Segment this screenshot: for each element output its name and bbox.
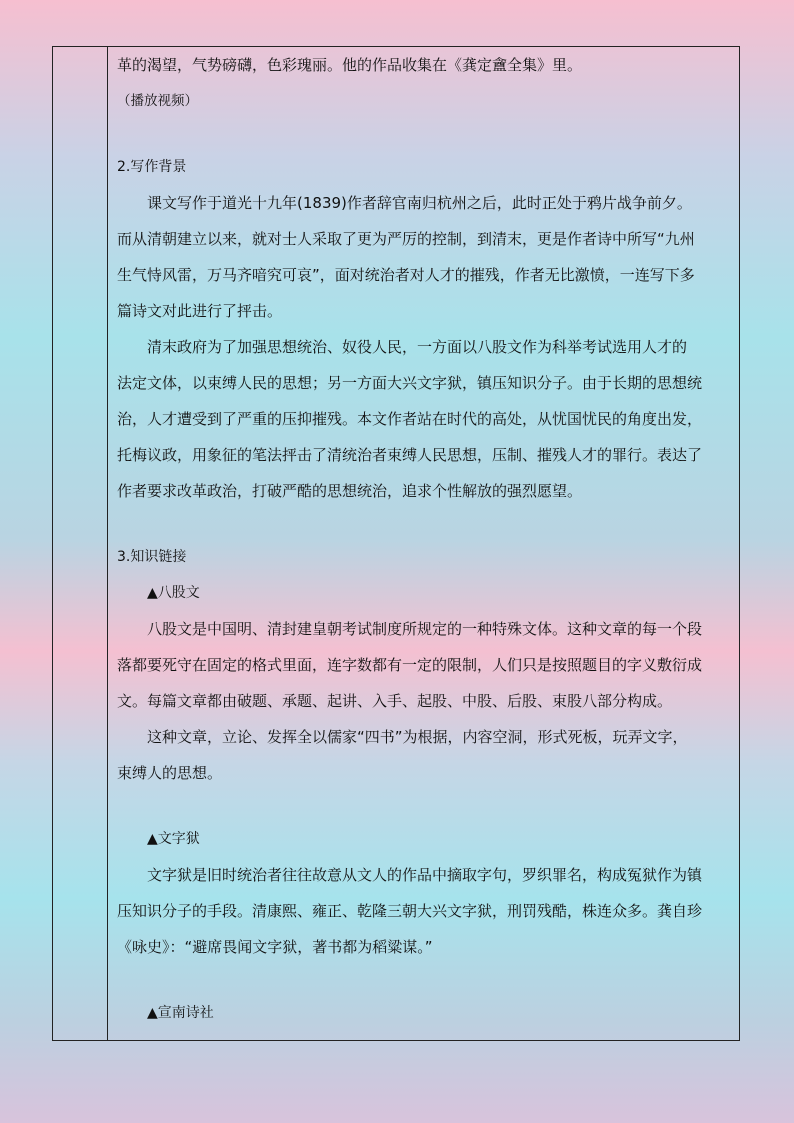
paragraph-line: 这种文章，立论、发挥全以儒家“四书”为根据，内容空洞，形式死板，玩弄文字， [147,728,688,746]
paragraph-line: 治，人才遭受到了严重的压抑摧残。本文作者站在时代的高处，从忧国忧民的角度出发， [117,410,703,428]
paragraph-line: 文字狱是旧时统治者往往故意从文人的作品中摘取字句，罗织罪名，构成冤狱作为镇 [147,866,703,884]
paragraph-line: 束缚人的思想。 [117,764,223,782]
paragraph-line: 《咏史》：“避席畏闻文字狱，著书都为稻粱谋。” [117,938,433,956]
paragraph-line: 课文写作于道光十九年(1839)作者辞官南归杭州之后，此时正处于鸦片战争前夕。 [147,194,692,212]
table-left-column [53,47,108,1040]
video-note: （播放视频） [117,93,198,109]
paragraph-line: 落都要死守在固定的格式里面，连字数都有一定的限制，人们只是按照题目的字义敷衍成 [117,656,703,674]
lesson-table [52,46,740,1041]
section-heading-knowledge: 3.知识链接 [117,549,187,565]
paragraph-line: 文。每篇文章都由破题、承题、起讲、入手、起股、中股、后股、束股八部分构成。 [117,692,673,710]
paragraph-line: 八股文是中国明、清封建皇朝考试制度所规定的一种特殊文体。这种文章的每一个段 [147,620,703,638]
paragraph-line: 篇诗文对此进行了抨击。 [117,302,283,320]
paragraph-line: 而从清朝建立以来，就对士人采取了更为严厉的控制，到清末，更是作者诗中所写“九州 [117,230,695,248]
subheading-bagu: ▲八股文 [147,585,200,601]
paragraph-line: 压知识分子的手段。清康熙、雍正、乾隆三朝大兴文字狱，刑罚残酷，株连众多。龚自珍 [117,902,703,920]
intro-text: 革的渴望，气势磅礴，色彩瑰丽。他的作品收集在《龚定盦全集》里。 [117,56,583,74]
subheading-xuannan: ▲宣南诗社 [147,1005,214,1021]
section-heading-background: 2.写作背景 [117,159,187,175]
subheading-wenziyu: ▲文字狱 [147,831,200,847]
paragraph-line: 作者要求改革政治，打破严酷的思想统治，追求个性解放的强烈愿望。 [117,482,583,500]
paragraph-line: 清末政府为了加强思想统治、奴役人民，一方面以八股文作为科举考试选用人才的 [147,338,688,356]
paragraph-line: 生气恃风雷，万马齐喑究可哀”，面对统治者对人才的摧残，作者无比激愤，一连写下多 [117,266,695,284]
paragraph-line: 托梅议政，用象征的笔法抨击了清统治者束缚人民思想，压制、摧残人才的罪行。表达了 [117,446,703,464]
paragraph-line: 法定文体，以束缚人民的思想；另一方面大兴文字狱，镇压知识分子。由于长期的思想统 [117,374,703,392]
table-content-cell [117,47,734,1031]
